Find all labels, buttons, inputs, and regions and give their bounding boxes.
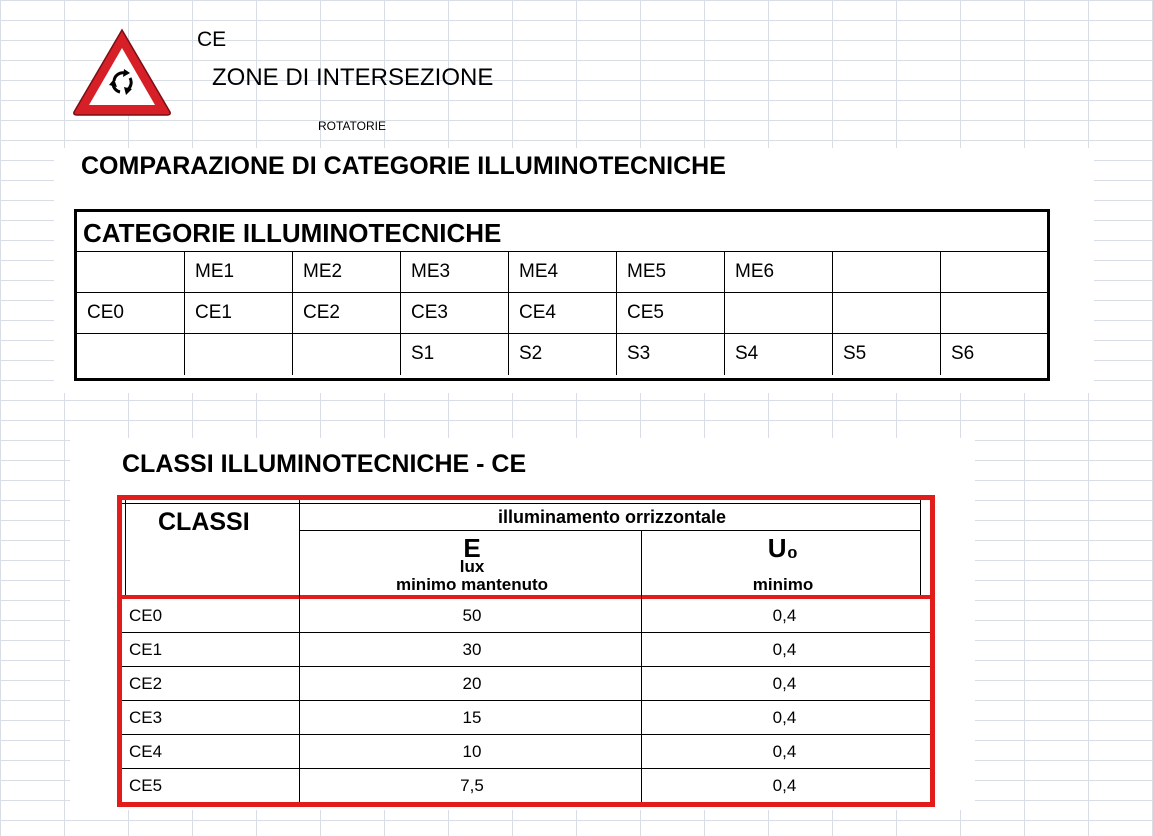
- class-row: [122, 633, 930, 667]
- categories-cell: CE2: [293, 293, 401, 333]
- categories-cell: [941, 252, 1047, 292]
- categories-cell: [77, 252, 185, 292]
- class-name: CE1: [129, 640, 163, 659]
- class-u-value: 0,4: [772, 708, 797, 727]
- class-u-value: 0,4: [772, 742, 797, 761]
- class-name: CE2: [129, 674, 163, 693]
- illuminance-group-header: illuminamento orrizzontale: [497, 507, 727, 527]
- categories-cell: ME4: [509, 252, 617, 292]
- categories-cell: [77, 334, 185, 375]
- categories-cell: ME2: [293, 252, 401, 292]
- header-left-edge: [125, 500, 126, 595]
- categories-cell: [725, 293, 833, 333]
- categories-cell: [185, 334, 293, 375]
- categories-cell: ME6: [725, 252, 833, 292]
- header-top-edge: [122, 503, 921, 504]
- categories-row: [77, 334, 1047, 375]
- class-row: [122, 735, 930, 769]
- class-u-value: 0,4: [772, 674, 797, 693]
- categories-cell: CE3: [401, 293, 509, 333]
- class-e-value: 50: [462, 606, 482, 625]
- class-e-value: 30: [462, 640, 482, 659]
- u-symbol: U₀: [767, 533, 799, 563]
- categories-cell: S5: [833, 334, 941, 375]
- group-divider: [299, 530, 920, 531]
- class-name: CE3: [129, 708, 163, 727]
- class-e-value: 15: [462, 708, 482, 727]
- class-row: [122, 667, 930, 701]
- header-code: CE: [197, 28, 227, 51]
- e-description: minimo mantenuto: [395, 575, 549, 594]
- roundabout-warning-sign-icon: [70, 26, 174, 118]
- categories-cell: ME1: [185, 252, 293, 292]
- categories-cell: [833, 293, 941, 333]
- categories-cell: [941, 293, 1047, 333]
- class-u-value: 0,4: [772, 640, 797, 659]
- header-title: ZONE DI INTERSEZIONE: [212, 64, 494, 91]
- categories-cell: [293, 334, 401, 375]
- u-description: minimo: [752, 575, 814, 594]
- class-name: CE4: [129, 742, 163, 761]
- class-e-value: 20: [462, 674, 482, 693]
- categories-cell: ME5: [617, 252, 725, 292]
- e-unit: lux: [459, 557, 485, 576]
- classi-header: CLASSI: [158, 508, 250, 536]
- classes-title: CLASSI ILLUMINOTECNICHE - CE: [122, 450, 527, 478]
- categories-table: [74, 209, 1050, 381]
- categories-cell: S6: [951, 343, 975, 364]
- class-u-value: 0,4: [772, 606, 797, 625]
- class-row: [122, 701, 930, 735]
- class-u-value: 0,4: [772, 776, 797, 795]
- categories-row: [77, 293, 1047, 334]
- categories-cell: CE4: [509, 293, 617, 333]
- categories-cell: S3: [617, 334, 725, 375]
- class-e-value: 10: [462, 742, 482, 761]
- header-subtitle: ROTATORIE: [318, 119, 387, 133]
- comparison-title: COMPARAZIONE DI CATEGORIE ILLUMINOTECNICHE: [81, 152, 726, 180]
- class-row: [122, 599, 930, 633]
- categories-row: [77, 252, 1047, 293]
- class-name: CE5: [129, 776, 163, 795]
- categories-cell: S1: [401, 334, 509, 375]
- categories-table-title: CATEGORIE ILLUMINOTECNICHE: [77, 212, 1047, 252]
- class-row: [122, 769, 930, 803]
- categories-cell: ME3: [401, 252, 509, 292]
- classes-table: [117, 495, 935, 807]
- categories-cell: [833, 252, 941, 292]
- categories-cell: CE1: [185, 293, 293, 333]
- categories-cell: S4: [725, 334, 833, 375]
- class-name: CE0: [129, 606, 163, 625]
- categories-cell: CE0: [77, 293, 185, 333]
- e-symbol: E: [463, 533, 481, 563]
- categories-cell: S2: [509, 334, 617, 375]
- class-e-value: 7,5: [460, 776, 484, 795]
- categories-cell: CE5: [617, 293, 725, 333]
